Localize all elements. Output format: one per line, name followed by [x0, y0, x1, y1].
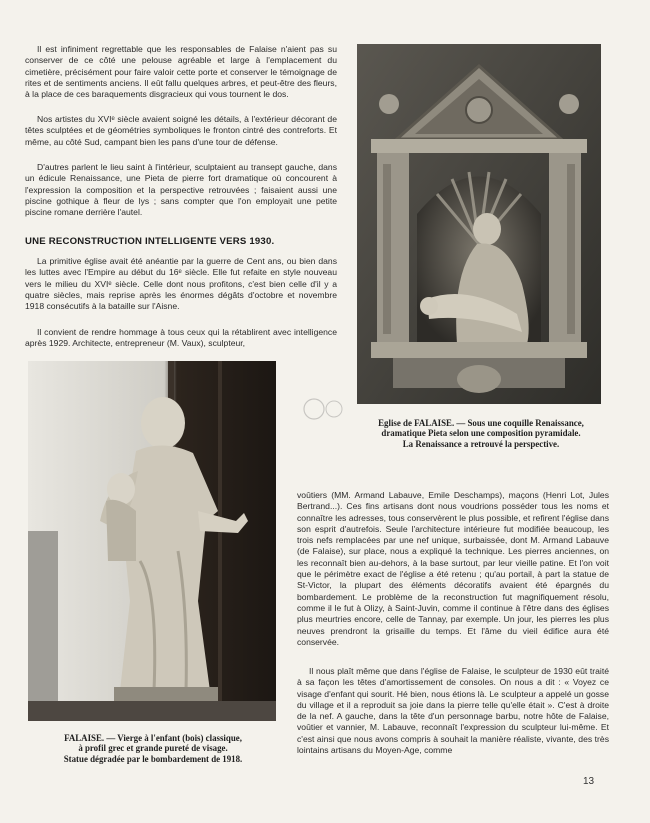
vierge-statue-photo [28, 361, 276, 721]
pieta-caption-line-2: dramatique Pieta selon une composition pyramidale. [381, 428, 581, 439]
vierge-caption-line-3: Statue dégradée par le bombardement de 1918. [63, 753, 243, 764]
paragraph-1: Il est infiniment regrettable que les responsables de Falaise n'aient pas su conserver de ce côté une pelouse agréable et large à l'emplacement du cimetière, précisément pour faire valoir cette porte et conserver le témoignage de rites et de sentiments anciens. Il eût fallu quelques arbres, et peut-être des fleurs, à la place de ces baraquements disgracieux qui vous tournent le dos. [25, 44, 337, 100]
pieta-caption-line-3: La Renaissance a retrouvé la perspective. [402, 438, 560, 449]
pieta-caption-line-1: Eglise de FALAISE. — Sous une coquille Renaissance, [378, 418, 584, 428]
paragraph-7: Il nous plaît même que dans l'église de Falaise, le sculpteur de 1930 eût traité à sa façon les têtes d'amortissement de consoles. On nous a dit : « Voyez ce visage d'enfant qui sourit. Hé bien, nous étions là. Le sculpteur a appelé un gosse du village et il a reproduit sa joie dans la pierre telle qu'elle était ». C'est à droite de la nef. A gauche, dans la tête d'un personnage barbu, notre hôte de Falaise, voûtier et vannier, M. Labauve, reconnaît l'expression du sculpteur lui-même. Et c'est ainsi que nous avons compris à souhait la manière réaliste, vivante, des très lointains artisans du Moyen-Age, comme [297, 666, 609, 756]
section-heading: UNE RECONSTRUCTION INTELLIGENTE VERS 1930. [25, 236, 275, 247]
paragraph-2: Nos artistes du XVIᵉ siècle avaient soigné les détails, à l'extérieur décorant de têtes sculptées et de géométries symboliques le fronton cintré des contreforts. Et même, au côté Sud, campant bien les pans d'une tour de défense. [25, 114, 337, 147]
paragraph-5: Il convient de rendre hommage à tous ceux qui la rétablirent avec intelligence après 1929. Architecte, entrepreneur (M. Vaux), sculpteur, [25, 327, 337, 349]
paragraph-4: La primitive église avait été anéantie par la guerre de Cent ans, ou bien dans les luttes avec l'Empire au début du 16ᵉ siècle. Elle fut refaite en style nouveau vers le milieu du XVIᵉ siècle. Celle dont nous profitons, c'est bien celle d'il y a quatre siècles, mais reprise après les énormes dégâts d'octobre et novembre 1918 consécutifs à la bataille sur l'Aisne. [25, 256, 337, 312]
page-number: 13 [583, 776, 595, 787]
paragraph-3: D'autres parlent le lieu saint à l'intérieur, sculptaient au transept gauche, dans un édicule Renaissance, une Pieta de pierre fort dramatique où concourent à l'expression la composition et la perspective retrouvées ; faisaient aussi une piscine gothique à fleur de lys ; sans compter que l'on employait une petite piscine romane derrière l'autel. [25, 162, 337, 218]
vierge-caption [20, 733, 286, 764]
paragraph-6: voûtiers (MM. Armand Labauve, Emile Deschamps), maçons (Henri Lot, Jules Bertrand...). Ces fins artisans dont nous voudrions posséder tous les noms et connaître les adresses, tous conservèrent le plus possible, et refirent l'église dans son esprit d'autrefois. Seule l'architecture intérieure fut modifiée beaucoup, les trois nefs remplacées par une nef unique, surbaissée, dont M. Armand Labauve (de Falaise), sur place, nous a expliqué la technique. Les pierres anciennes, on les reconnaît bien au-dehors, à la base surtout, par leur vieille patine. Et l'on voit que le périmètre exact de l'église a été retenu ; qu'au portail, à part la statue de St-Victor, la plupart des éléments décoratifs avaient été épargnés du bombardement. Le problème de la reconstruction fut magnifiquement résolu, comme il le fut à Olizy, à Saint-Juvin, comme il continue à l'être dans des églises plus meurtries encore, celle de Tannay, par exemple. Un jour, les pierres les plus neuves prendront la grisaille du temps. Et l'âme du vieil édifice aura été conservée. [297, 490, 609, 647]
pieta-photo [357, 44, 601, 404]
pieta-illustration [357, 44, 601, 404]
vierge-caption-line-1: FALAISE. — Vierge à l'enfant (bois) classique, [64, 733, 242, 743]
pieta-caption [350, 418, 612, 449]
vierge-illustration [28, 361, 276, 721]
library-stamp-icon [300, 395, 346, 423]
vierge-caption-line-2: à profil grec et grande pureté de visage. [78, 743, 228, 754]
